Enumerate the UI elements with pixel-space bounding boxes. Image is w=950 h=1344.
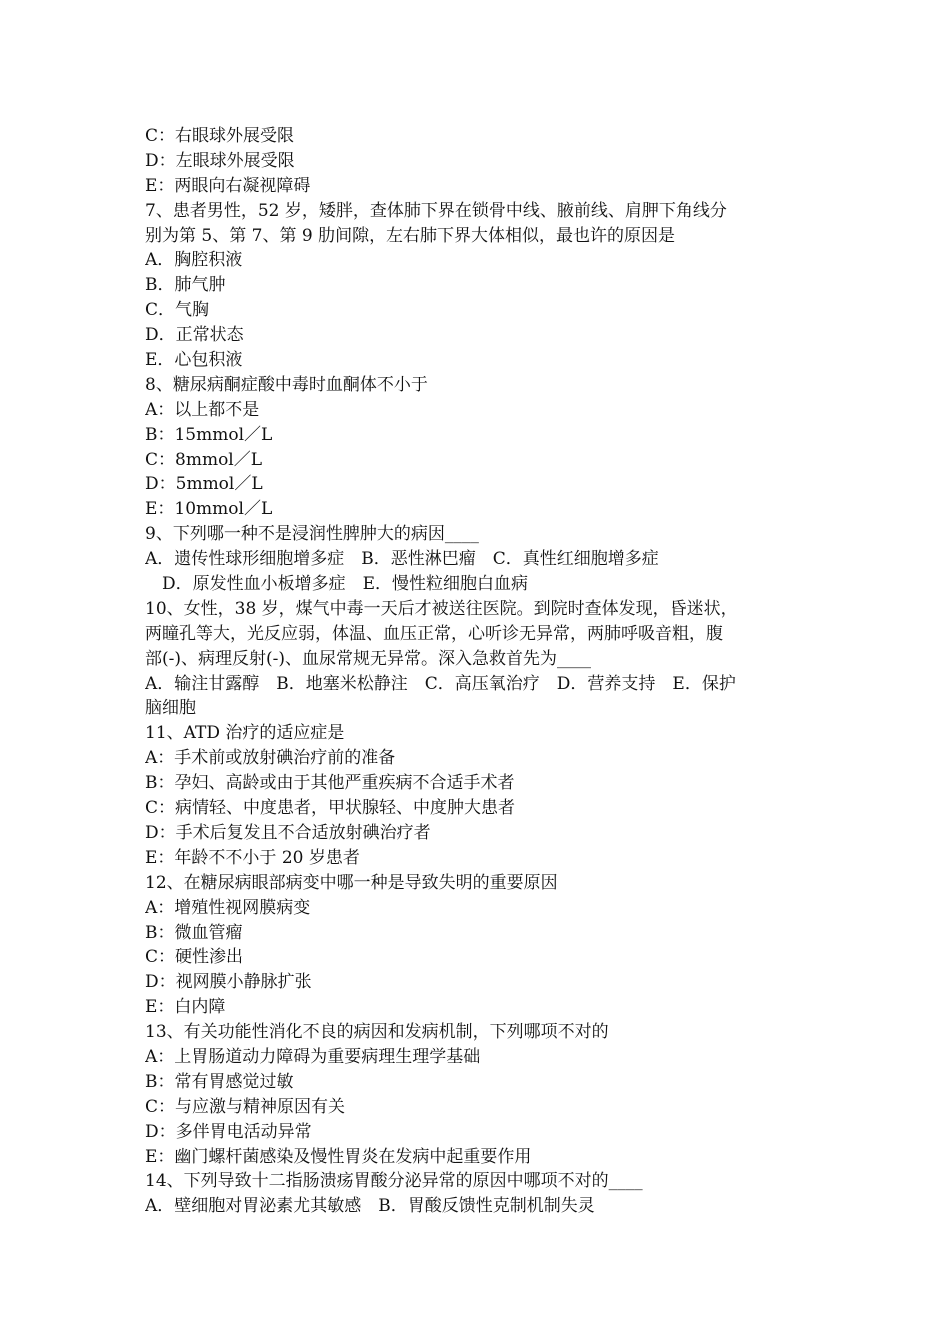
option-line: B：微血管瘤 (145, 922, 243, 943)
option-line: A．输注甘露醇 B．地塞米松静注 C．高压氧治疗 D．营养支持 E．保护 (145, 673, 736, 694)
option-line: B：孕妇、高龄或由于其他严重疾病不合适手术者 (145, 773, 515, 794)
option-line: D．原发性血小板增多症 E．慢性粒细胞白血病 (145, 574, 529, 595)
option-line: B：常有胃感觉过敏 (145, 1071, 294, 1092)
option-line: A．壁细胞对胃泌素尤其敏感 B．胃酸反馈性克制机制失灵 (145, 1196, 595, 1217)
option-line: A：上胃肠道动力障碍为重要病理生理学基础 (145, 1046, 481, 1067)
question-12-stem: 12、在糖尿病眼部病变中哪一种是导致失明的重要原因 (145, 872, 558, 893)
option-line: E：白内障 (145, 997, 226, 1018)
question-8-stem: 8、糖尿病酮症酸中毒时血酮体不小于 (145, 374, 428, 395)
text-line: D：左眼球外展受限 (145, 150, 295, 171)
option-line: E．心包积液 (145, 350, 243, 371)
option-line: C：8mmol／L (145, 449, 263, 470)
option-line: C：病情轻、中度患者，甲状腺轻、中度肿大患者 (145, 798, 516, 819)
question-7-stem: 7、患者男性，52 岁，矮胖，查体肺下界在锁骨中线、腋前线、肩胛下角线分 (145, 200, 727, 221)
option-line: A．胸腔积液 (145, 250, 243, 271)
option-line: C．气胸 (145, 300, 210, 321)
question-11-stem: 11、ATD 治疗的适应症是 (145, 723, 345, 744)
option-line: A：增殖性视网膜病变 (145, 897, 311, 918)
question-13-stem: 13、有关功能性消化不良的病因和发病机制，下列哪项不对的 (145, 1022, 609, 1043)
option-line: B．肺气肿 (145, 275, 226, 296)
question-9-stem: 9、下列哪一种不是浸润性脾肿大的病因____ (145, 524, 479, 545)
option-line: D．正常状态 (145, 325, 244, 346)
option-line: E：幽门螺杆菌感染及慢性胃炎在发病中起重要作用 (145, 1146, 532, 1167)
option-line: E：年龄不不小于 20 岁患者 (145, 847, 360, 868)
text-line: E：两眼向右凝视障碍 (145, 175, 311, 196)
option-line: E：10mmol／L (145, 499, 273, 520)
text-line: C：右眼球外展受限 (145, 126, 295, 146)
question-7-stem: 别为第 5、第 7、第 9 肋间隙，左右肺下界大体相似，最也许的原因是 (145, 225, 676, 246)
question-10-stem: 部(-)、病理反射(-)、血尿常规无异常。深入急救首先为____ (145, 648, 592, 669)
document-body (145, 124, 810, 1219)
option-line: A：以上都不是 (145, 399, 260, 420)
option-line: C：硬性渗出 (145, 947, 244, 968)
question-10-stem: 10、女性，38 岁，煤气中毒一天后才被送往医院。到院时查体发现，昏迷状， (145, 598, 738, 619)
question-10-stem: 两瞳孔等大，光反应弱，体温、血压正常，心听诊无异常，两肺呼吸音粗，腹 (145, 623, 723, 644)
option-line: D：多伴胃电活动异常 (145, 1121, 312, 1142)
option-line: D：视网膜小静脉扩张 (145, 972, 312, 993)
option-line: 脑细胞 (145, 698, 196, 719)
option-line: B：15mmol／L (145, 424, 273, 445)
question-14-stem: 14、下列导致十二指肠溃疡胃酸分泌异常的原因中哪项不对的____ (145, 1171, 643, 1192)
option-line: A：手术前或放射碘治疗前的准备 (145, 748, 396, 769)
option-line: D：5mmol／L (145, 474, 263, 495)
option-line: D：手术后复发且不合适放射碘治疗者 (145, 822, 431, 843)
option-line: C：与应激与精神原因有关 (145, 1096, 346, 1117)
option-line: A．遗传性球形细胞增多症 B．恶性淋巴瘤 C．真性红细胞增多症 (145, 549, 659, 570)
